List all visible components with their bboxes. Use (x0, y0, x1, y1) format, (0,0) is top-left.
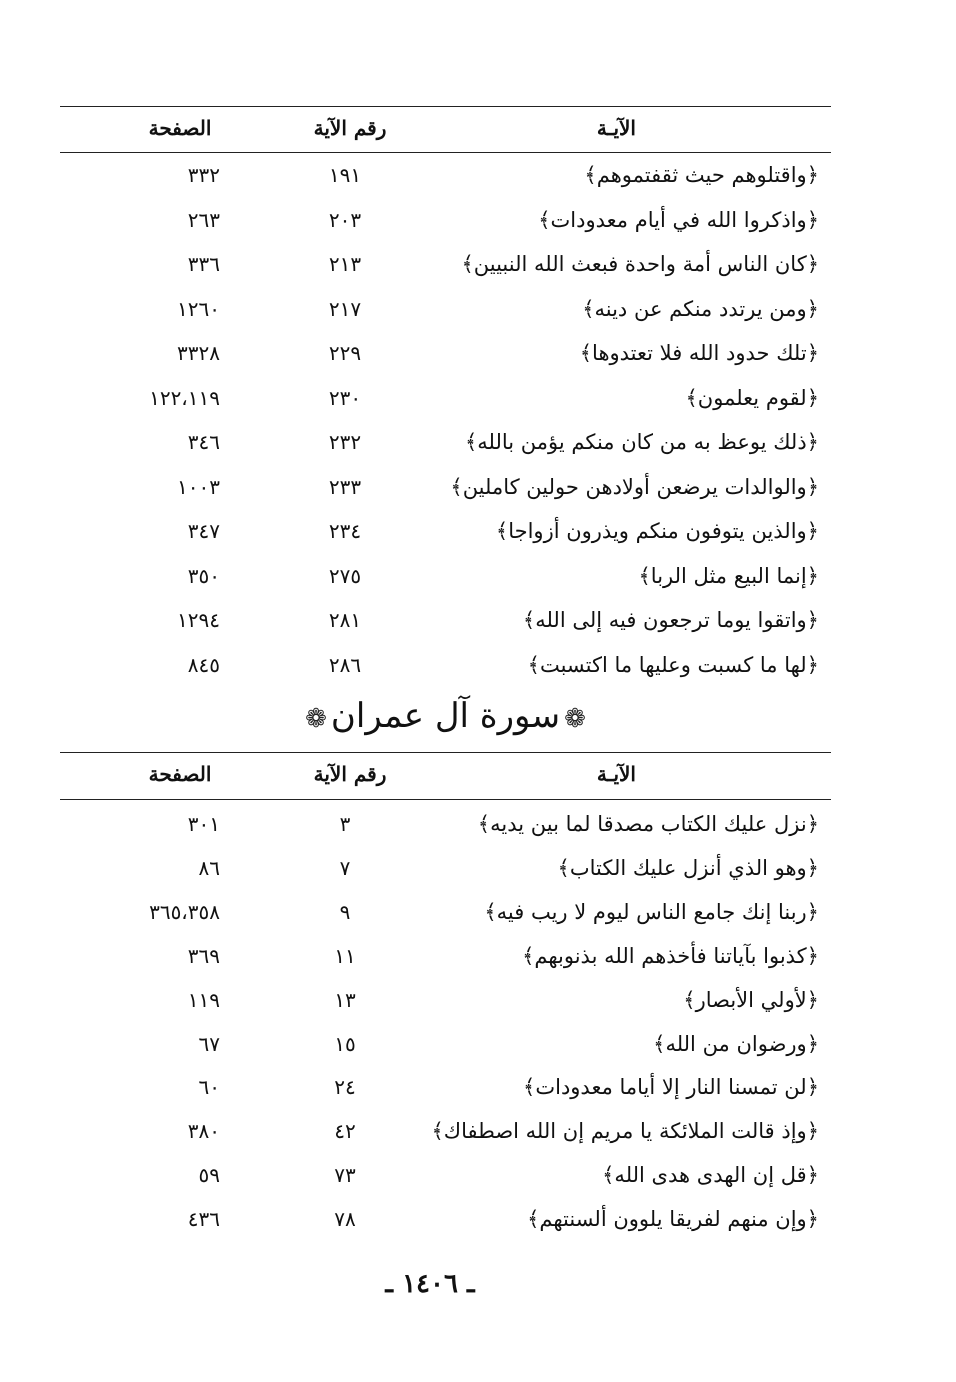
table-1-header (60, 106, 831, 150)
verse-text: ﴿لقوم يعلمون﴾ (685, 385, 819, 410)
page-ref: ٣٣٦ (187, 252, 220, 276)
verse-number: ٧٨ (334, 1207, 356, 1232)
verse-number: ٢٣٤ (328, 519, 362, 543)
verse-number: ٧٣ (334, 1163, 356, 1188)
table-row (60, 643, 831, 687)
table-row (60, 978, 831, 1022)
page-ref: ٢٦٣ (187, 207, 220, 232)
page-ref: ١٢٦٠ (177, 296, 220, 321)
verse-text: ﴿وإن منهم لفريقا يلوون ألسنتهم﴾ (527, 1207, 819, 1232)
verse-number: ٢٧٥ (328, 563, 362, 588)
verse-number: ١١ (334, 943, 356, 968)
page-ref: ٣٦٥،٣٥٨ (149, 899, 220, 924)
verse-text: ﴿والوالدات يرضعن أولادهن حولين كاملين﴾ (450, 474, 819, 499)
table-row (60, 420, 831, 464)
verse-number: ٧ (339, 855, 351, 880)
verse-text: ﴿وهو الذي أنزل عليك الكتاب﴾ (557, 855, 819, 880)
page-ref: ٣٦٩ (187, 943, 220, 968)
table-row (60, 846, 831, 890)
table-row (60, 376, 831, 420)
verse-text: ﴿تلك حدود الله فلا تعتدوها﴾ (579, 341, 819, 365)
page-ref: ٨٦ (198, 855, 220, 880)
verse-text: ﴿لأولي الأبصار﴾ (683, 987, 819, 1012)
verse-text: ﴿والذين يتوفون منكم ويذرون أزواجا﴾ (495, 519, 819, 543)
verse-text: ﴿كان الناس أمة واحدة فبعث الله النبيين﴾ (461, 252, 819, 276)
page-header: الصفحة (148, 116, 212, 140)
verse-text: ﴿قل إن الهدى هدى الله﴾ (602, 1163, 819, 1188)
table-2-header (60, 752, 831, 796)
table-row (60, 242, 831, 286)
page-ref: ٣٠١ (187, 812, 220, 836)
verse-text: ﴿إنما البيع مثل الربا﴾ (638, 563, 819, 588)
verse-text: ﴿لن تمسنا النار إلا أياما معدودات﴾ (523, 1075, 819, 1100)
table-row (60, 287, 831, 331)
verse-number: ٢٣٢ (328, 430, 362, 454)
verse-number: ٢٨٦ (328, 652, 362, 677)
verse-text: ﴿نزل عليك الكتاب مصدقا لما بين يديه﴾ (477, 812, 819, 836)
ornament-icon: ❁ (564, 704, 586, 734)
page-number: ـ ١٤٠٦ ـ (385, 1269, 475, 1299)
verse-text: ﴿واتقوا يوما ترجعون فيه إلى الله﴾ (522, 608, 819, 632)
table-row (60, 1109, 831, 1153)
verse-number: ٢٠٣ (328, 207, 362, 232)
header-rule-1 (60, 152, 831, 153)
table-row (60, 1022, 831, 1066)
page-ref: ٣٤٧ (187, 519, 220, 543)
verse-text: ﴿وإذ قالت الملائكة يا مريم إن الله اصطفاك﴾ (431, 1119, 819, 1144)
page-ref: ٣٨٠ (187, 1119, 220, 1144)
verse-text: ﴿كذبوا بآياتنا فأخذهم الله بذنوبهم﴾ (522, 943, 819, 968)
table-row (60, 1065, 831, 1109)
page-ref: ٦٧ (198, 1031, 220, 1056)
surah-title-text: سورة آل عمران (330, 696, 561, 736)
verse-number: ٢٨١ (328, 608, 362, 632)
verse-text: ﴿ربنا إنك جامع الناس ليوم لا ريب فيه﴾ (484, 899, 819, 924)
verse-text: ﴿ذلك يوعظ به من كان منكم يؤمن بالله﴾ (464, 430, 819, 454)
verse-number: ١٥ (334, 1031, 356, 1056)
table-row (60, 1153, 831, 1197)
verse-text: ﴿واذكروا الله في أيام معدودات﴾ (538, 207, 819, 232)
page-ref: ٣٣٢٨ (177, 341, 220, 365)
header-rule-2 (60, 799, 831, 800)
page-header: الصفحة (148, 762, 212, 786)
page-ref: ١١٩ (187, 987, 220, 1012)
table-row (60, 934, 831, 978)
verse-number: ٢١٣ (328, 252, 362, 276)
verse-number-header: رقم الآية (313, 762, 387, 786)
table-row (60, 198, 831, 242)
table-row (60, 465, 831, 509)
page-ref: ٥٩ (198, 1163, 220, 1188)
page-ref: ٤٣٦ (187, 1207, 220, 1232)
table-row (60, 153, 831, 197)
verse-text: ﴿ورضوان من الله﴾ (653, 1031, 819, 1056)
table-row (60, 890, 831, 934)
page-ref: ٨٤٥ (187, 652, 220, 677)
surah-title (60, 686, 831, 746)
page-ref: ٣٣٢ (187, 163, 220, 187)
verse-text: ﴿لها ما كسبت وعليها ما اكتسبت﴾ (527, 652, 819, 677)
table-row (60, 554, 831, 598)
page-ref: ١٢٢،١١٩ (149, 385, 220, 410)
verse-number: ٢١٧ (328, 296, 362, 321)
verse-number: ٢٤ (334, 1075, 356, 1100)
verse-header: الآيـة (596, 762, 636, 786)
verse-number: ٣ (339, 812, 351, 836)
table-row (60, 1197, 831, 1241)
table-row (60, 509, 831, 553)
table-row (60, 802, 831, 846)
verse-number: ٩ (339, 899, 351, 924)
page-ref: ٣٥٠ (187, 563, 220, 588)
verse-number: ٢٣٠ (328, 385, 362, 410)
verse-number-header: رقم الآية (313, 116, 387, 140)
verse-number: ٢٢٩ (328, 341, 362, 365)
verse-number: ١٩١ (328, 163, 362, 187)
verse-text: ﴿ومن يرتدد منكم عن دينه﴾ (582, 296, 819, 321)
verse-number: ١٣ (334, 987, 356, 1012)
verse-number: ٤٢ (334, 1119, 356, 1144)
verse-text: ﴿واقتلوهم حيث ثقفتموهم﴾ (584, 163, 819, 187)
page-ref: ٣٤٦ (187, 430, 220, 454)
page-ref: ٦٠ (198, 1075, 220, 1100)
page-ref: ١٢٩٤ (177, 608, 220, 632)
page-ref: ١٠٠٣ (177, 474, 220, 499)
ornament-icon: ❁ (305, 704, 327, 734)
table-row (60, 331, 831, 375)
table-row (60, 598, 831, 642)
verse-number: ٢٣٣ (328, 474, 362, 499)
verse-header: الآيـة (596, 116, 636, 140)
